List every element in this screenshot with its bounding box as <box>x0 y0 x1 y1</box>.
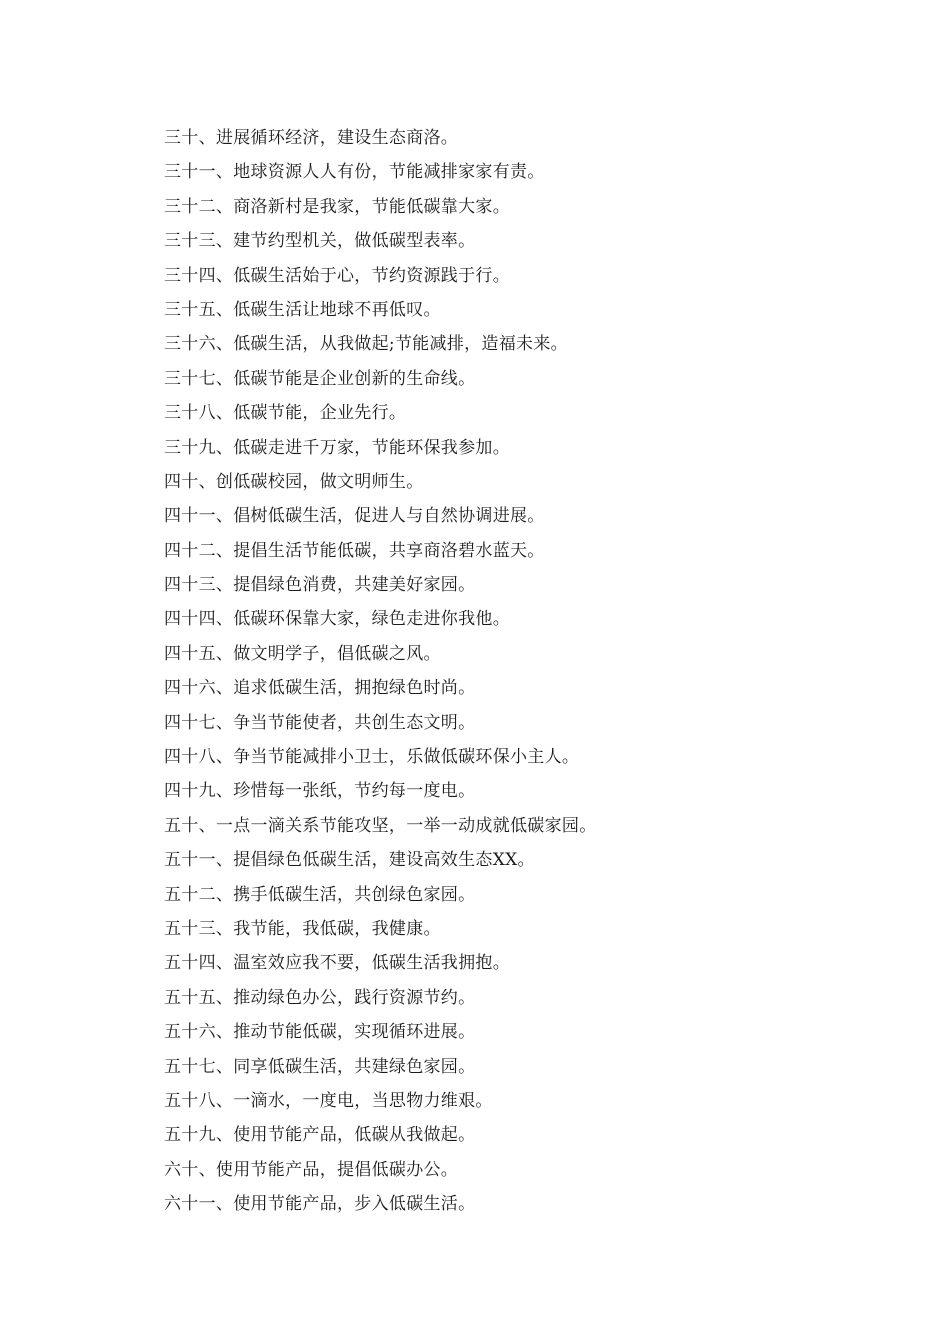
slogan-line: 四十六、追求低碳生活，拥抱绿色时尚。 <box>164 678 476 699</box>
slogan-line: 三十、进展循环经济，建设生态商洛。 <box>164 128 459 148</box>
slogan-line: 六十、使用节能产品，提倡低碳办公。 <box>164 1159 459 1180</box>
slogan-line: 三十四、低碳生活始于心，节约资源践于行。 <box>164 265 510 286</box>
slogan-line: 四十二、提倡生活节能低碳，共享商洛碧水蓝天。 <box>164 540 545 561</box>
slogan-line: 三十七、低碳节能是企业创新的生命线。 <box>164 368 476 389</box>
slogan-line: 五十七、同享低碳生活，共建绿色家园。 <box>164 1056 476 1077</box>
slogan-line: 三十三、建节约型机关，做低碳型表率。 <box>164 231 476 252</box>
slogan-line: 五十四、温室效应我不要，低碳生活我拥抱。 <box>164 953 510 974</box>
slogan-line: 五十九、使用节能产品，低碳从我做起。 <box>164 1125 476 1146</box>
slogan-line: 五十三、我节能，我低碳，我健康。 <box>164 918 441 939</box>
slogan-line: 四十一、倡树低碳生活，促进人与自然协调进展。 <box>164 506 545 527</box>
slogan-line: 三十二、商洛新村是我家，节能低碳靠大家。 <box>164 196 510 217</box>
slogan-line: 三十六、低碳生活，从我做起;节能减排，造福未来。 <box>164 334 568 355</box>
slogan-line: 五十六、推动节能低碳，实现循环进展。 <box>164 1022 476 1043</box>
slogan-line: 四十五、做文明学子，倡低碳之风。 <box>164 643 441 664</box>
slogan-line: 四十、创低碳校园，做文明师生。 <box>164 471 424 492</box>
slogan-line: 四十七、争当节能使者，共创生态文明。 <box>164 712 476 733</box>
slogan-line: 四十九、珍惜每一张纸，节约每一度电。 <box>164 781 476 802</box>
slogan-line: 四十四、低碳环保靠大家，绿色走进你我他。 <box>164 609 510 630</box>
slogan-line: 五十、一点一滴关系节能攻坚，一举一动成就低碳家园。 <box>164 815 597 836</box>
slogan-line: 四十八、争当节能减排小卫士，乐做低碳环保小主人。 <box>164 747 580 768</box>
slogan-list <box>164 121 597 1222</box>
slogan-line: 三十一、地球资源人人有份，节能减排家家有责。 <box>164 162 545 183</box>
slogan-line: 四十三、提倡绿色消费，共建美好家园。 <box>164 575 476 596</box>
slogan-line: 五十五、推动绿色办公，践行资源节约。 <box>164 987 476 1008</box>
slogan-line: 三十九、低碳走进千万家，节能环保我参加。 <box>164 437 510 458</box>
slogan-line: 五十八、一滴水，一度电，当思物力维艰。 <box>164 1090 493 1111</box>
slogan-line: 六十一、使用节能产品，步入低碳生活。 <box>164 1194 476 1215</box>
slogan-line: 三十五、低碳生活让地球不再低叹。 <box>164 299 441 320</box>
slogan-line: 五十一、提倡绿色低碳生活，建设高效生态XX。 <box>164 850 535 871</box>
slogan-line: 三十八、低碳节能，企业先行。 <box>164 403 407 424</box>
slogan-line: 五十二、携手低碳生活，共创绿色家园。 <box>164 884 476 905</box>
